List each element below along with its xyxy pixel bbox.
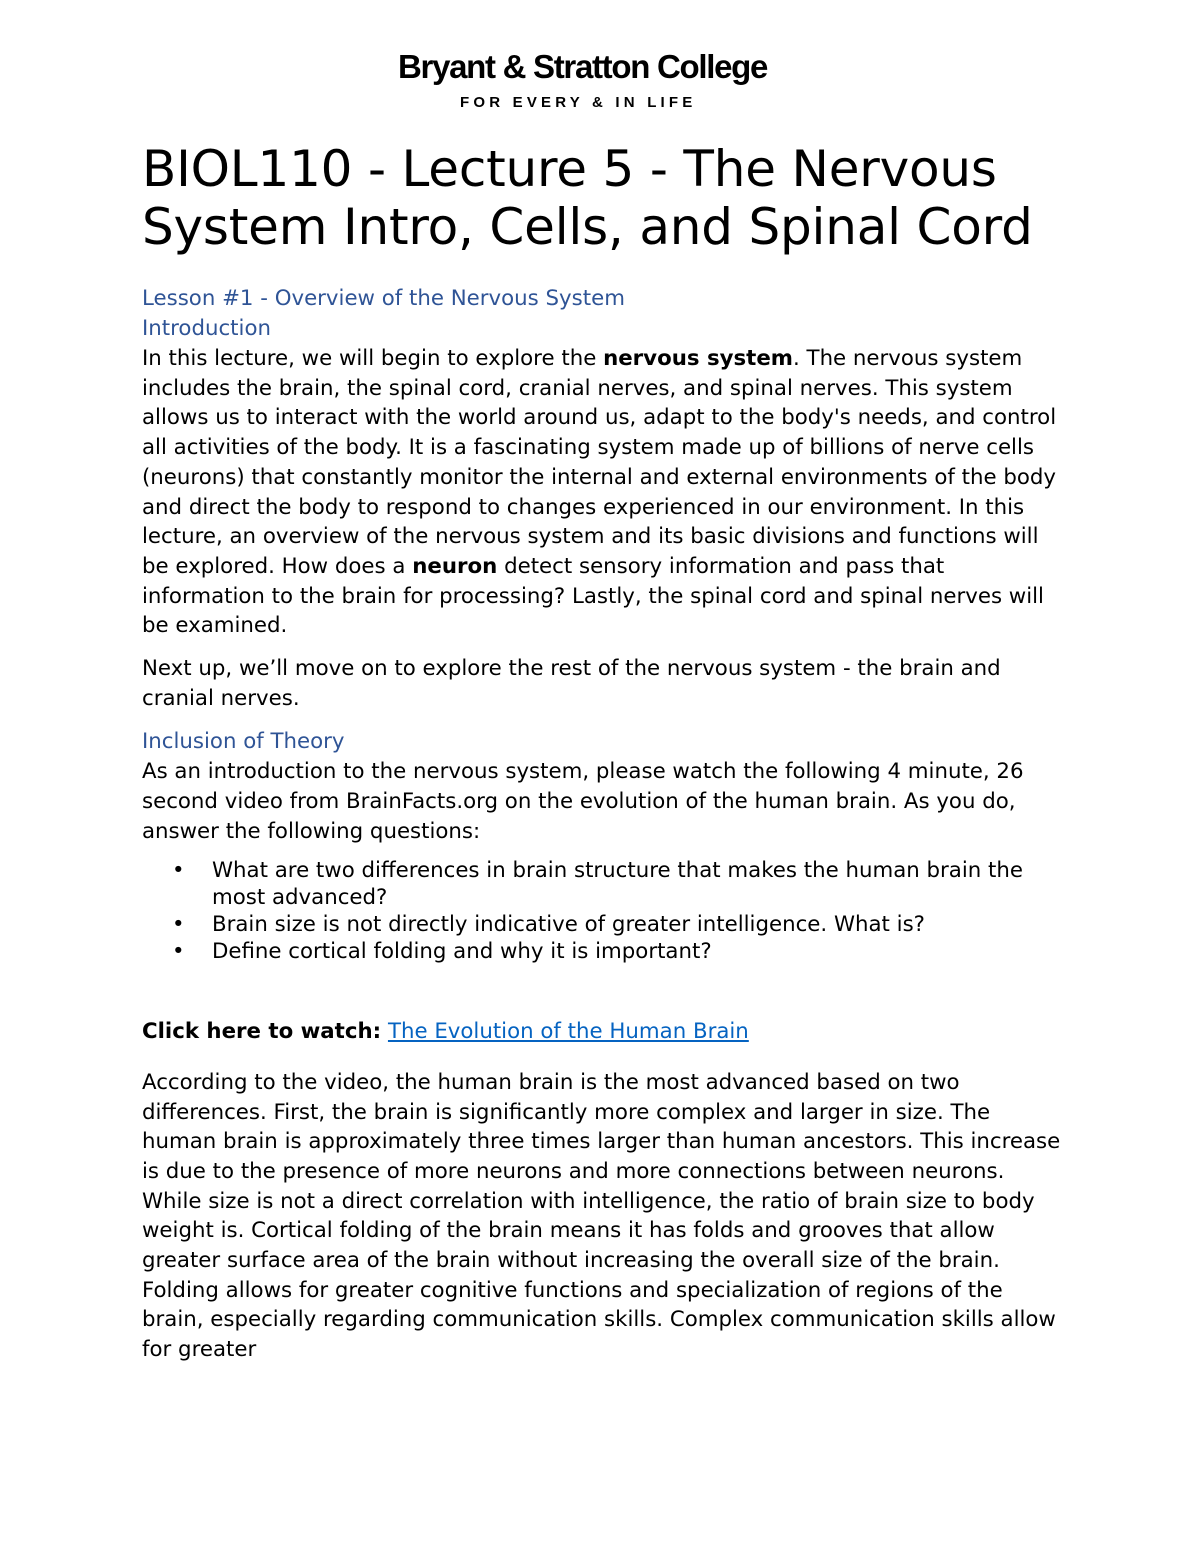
college-tagline: FOR EVERY & IN LIFE — [460, 94, 697, 111]
inclusion-of-theory-heading: Inclusion of Theory — [142, 729, 345, 755]
intro-text-part-3: detect sensory information and pass that information to the brain for processing? Lastly, the spinal cord and spinal nerves will be examined. — [142, 553, 1044, 639]
click-label: Click here to watch: — [142, 1018, 382, 1044]
bullet-icon: • — [172, 911, 185, 937]
college-logo — [398, 47, 808, 112]
question-text: What are two differences in brain structure that makes the human brain the most advanced? — [212, 857, 1023, 910]
college-name: Bryant & Stratton College — [398, 48, 768, 85]
page-title: BIOL110 - Lecture 5 - The Nervous System Intro, Cells, and Spinal Cord — [142, 140, 1033, 256]
document-body — [142, 140, 1062, 1365]
video-link[interactable]: The Evolution of the Human Brain — [387, 1018, 749, 1044]
bullet-icon: • — [172, 857, 185, 883]
question-text: Define cortical folding and why it is important? — [212, 938, 712, 964]
question-item — [142, 857, 1062, 911]
term-neuron: neuron — [412, 553, 498, 579]
question-list — [142, 857, 1062, 965]
question-item — [142, 911, 1062, 938]
question-item — [142, 938, 1062, 965]
theory-paragraph: As an introduction to the nervous system, please watch the following 4 minute, 26 second video from BrainFacts.org on the evolution of the human brain. As you do, answer the following questions: — [142, 759, 1024, 844]
video-summary-paragraph: According to the video, the human brain is the most advanced based on two differences. First, the brain is significantly more complex and larger in size. The human brain is approximately three times larger than human ancestors. This increase is due to the presence of more neurons and more connections between neurons. While size is not a direct correlation with intelligence, the ratio of brain size to body weight is. Cortical folding of the brain means it has folds and grooves that allow greater surface area of the brain without increasing the overall size of the brain. Folding allows for greater cognitive functions and specialization of regions of the brain, especially regarding communication skills. Complex communication skills allow for greater — [142, 1069, 1061, 1363]
term-nervous-system: nervous system — [603, 346, 794, 371]
introduction-paragraph — [142, 344, 1062, 641]
lesson-heading: Lesson #1 - Overview of the Nervous System — [142, 286, 625, 311]
question-text: Brain size is not directly indicative of greater intelligence. What is? — [212, 911, 925, 937]
intro-text-part-2: . The nervous system includes the brain, the spinal cord, cranial nerves, and spinal nerves. This system allows us to interact with the world around us, adapt to the body's needs, and control all activities of the body. It is a fascinating system made up of billions of nerve cells (neurons) that constantly monitor the internal and external environments of the body and direct the body to respond to changes experienced in our environment. In this lecture, an overview of the nervous system and its basic divisions and functions will be explored. How does a — [142, 346, 1057, 579]
introduction-heading: Introduction — [142, 316, 271, 341]
watch-line — [142, 1017, 1062, 1047]
intro-text-part-1: In this lecture, we will begin to explore the — [142, 346, 604, 371]
next-up-paragraph: Next up, we’ll move on to explore the rest of the nervous system - the brain and cranial nerves. — [142, 656, 1001, 711]
bullet-icon: • — [172, 938, 185, 964]
